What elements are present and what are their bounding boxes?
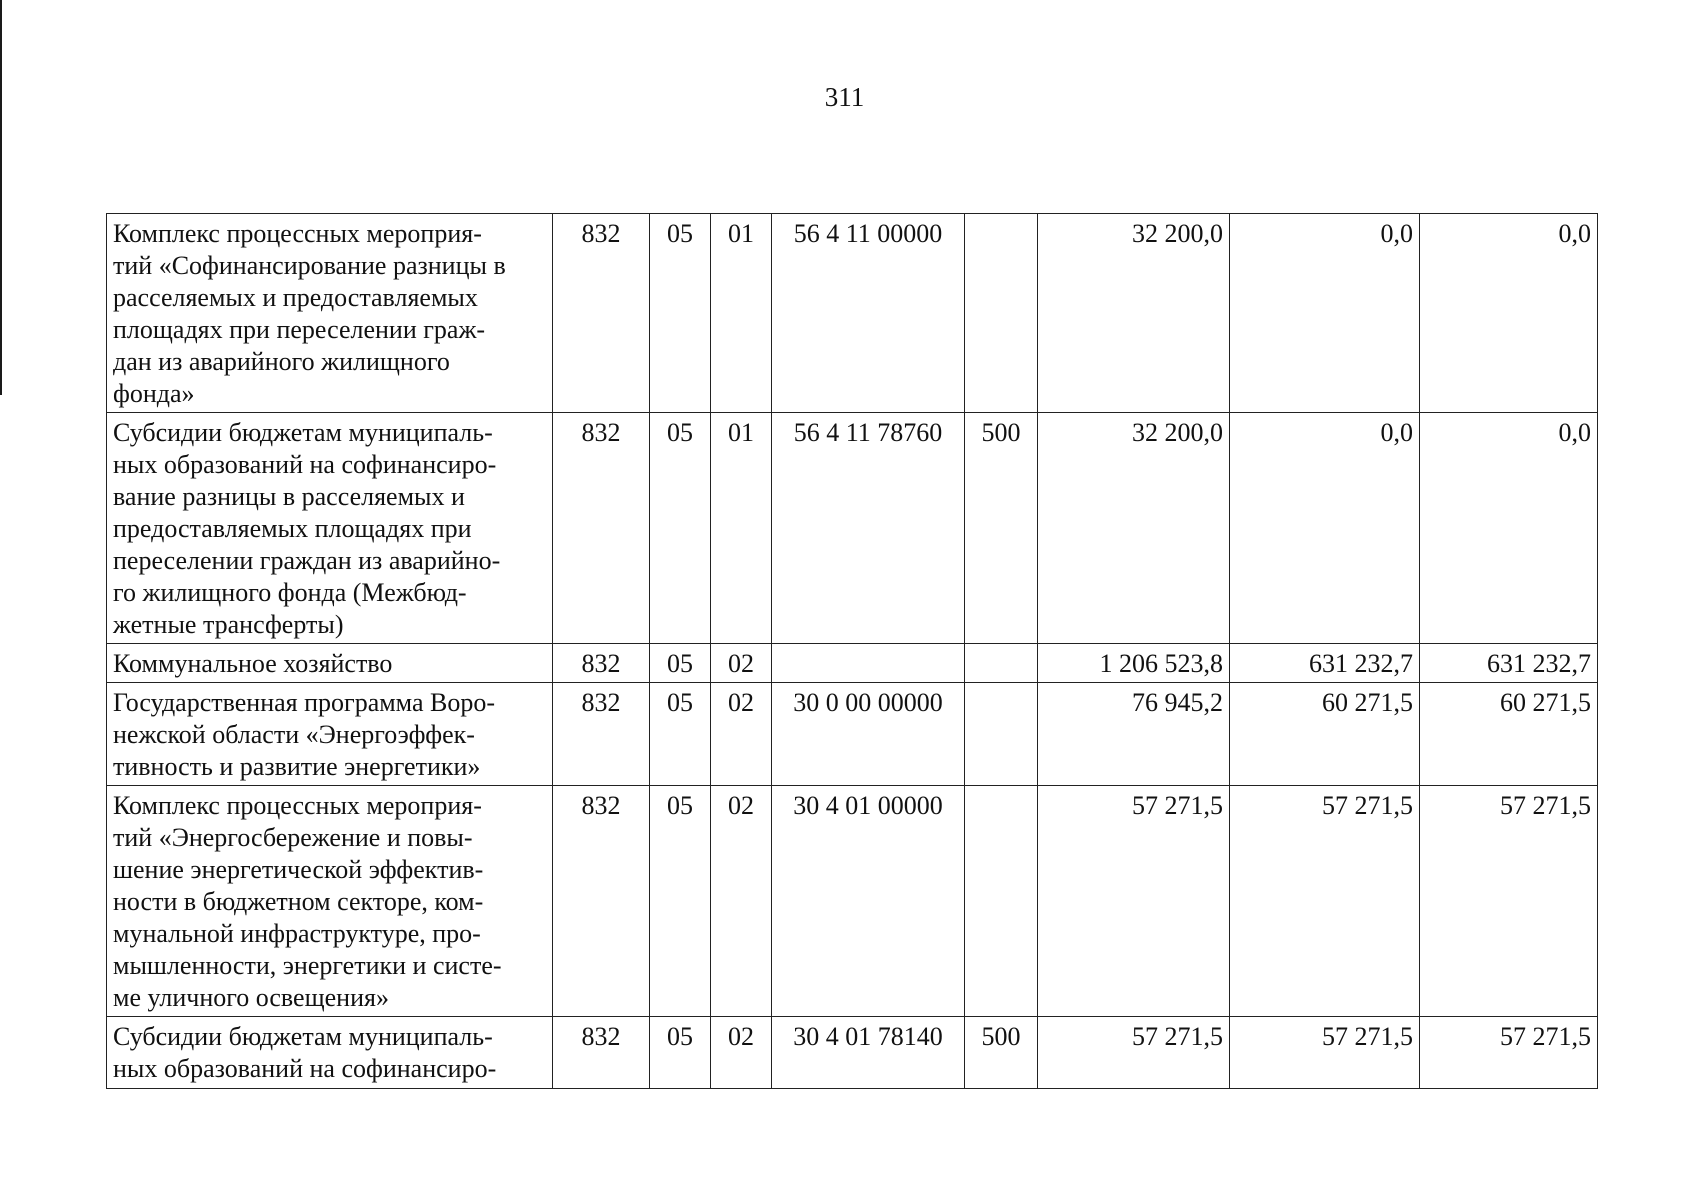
scan-edge-line — [0, 0, 2, 395]
subsection-code: 02 — [711, 683, 772, 786]
row-name: Комплекс процессных мероприя- тий «Софинансирование разницы в расселяемых и предоставляемых площадях при переселении граж- дан из аварийного жилищного фонда» — [107, 214, 553, 413]
section-code: 05 — [650, 644, 711, 683]
table-row — [107, 1017, 1598, 1089]
target-article-code: 30 0 00 00000 — [772, 683, 965, 786]
ved-code: 832 — [553, 413, 650, 644]
row-name: Коммунальное хозяйство — [107, 644, 553, 683]
amount-year-2: 57 271,5 — [1230, 786, 1420, 1017]
expense-type-code — [965, 644, 1038, 683]
subsection-code: 01 — [711, 214, 772, 413]
table-row — [107, 683, 1598, 786]
subsection-code: 02 — [711, 1017, 772, 1089]
amount-year-2: 60 271,5 — [1230, 683, 1420, 786]
amount-year-2: 0,0 — [1230, 214, 1420, 413]
section-code: 05 — [650, 413, 711, 644]
section-code: 05 — [650, 1017, 711, 1089]
amount-year-1: 1 206 523,8 — [1038, 644, 1230, 683]
amount-year-2: 0,0 — [1230, 413, 1420, 644]
table-row — [107, 413, 1598, 644]
amount-year-3: 57 271,5 — [1420, 786, 1598, 1017]
subsection-code: 02 — [711, 786, 772, 1017]
ved-code: 832 — [553, 644, 650, 683]
ved-code: 832 — [553, 683, 650, 786]
row-name: Государственная программа Воро- нежской области «Энергоэффек- тивность и развитие энергетики» — [107, 683, 553, 786]
amount-year-2: 57 271,5 — [1230, 1017, 1420, 1089]
expense-type-code — [965, 214, 1038, 413]
amount-year-1: 32 200,0 — [1038, 214, 1230, 413]
amount-year-1: 57 271,5 — [1038, 1017, 1230, 1089]
expense-type-code: 500 — [965, 1017, 1038, 1089]
expense-type-code — [965, 786, 1038, 1017]
expense-type-code — [965, 683, 1038, 786]
amount-year-3: 60 271,5 — [1420, 683, 1598, 786]
page-number: 311 — [824, 82, 865, 112]
amount-year-3: 0,0 — [1420, 413, 1598, 644]
amount-year-3: 57 271,5 — [1420, 1017, 1598, 1089]
target-article-code: 56 4 11 00000 — [772, 214, 965, 413]
subsection-code: 01 — [711, 413, 772, 644]
table-row — [107, 786, 1598, 1017]
section-code: 05 — [650, 683, 711, 786]
budget-table — [106, 213, 1598, 1089]
table-row — [107, 214, 1598, 413]
table-row — [107, 644, 1598, 683]
target-article-code: 30 4 01 00000 — [772, 786, 965, 1017]
subsection-code: 02 — [711, 644, 772, 683]
amount-year-1: 57 271,5 — [1038, 786, 1230, 1017]
row-name: Субсидии бюджетам муниципаль- ных образований на софинансиро- — [107, 1017, 553, 1089]
amount-year-1: 32 200,0 — [1038, 413, 1230, 644]
row-name: Комплекс процессных мероприя- тий «Энергосбережение и повы- шение энергетической эффектив- ности в бюджетном секторе, ком- мунальной инфраструктуре, про- мышленности, энергетики и систе- ме уличного освещения» — [107, 786, 553, 1017]
section-code: 05 — [650, 786, 711, 1017]
row-name: Субсидии бюджетам муниципаль- ных образований на софинансиро- вание разницы в расселяемых и предоставляемых площадях при переселении граждан из аварийно- го жилищного фонда (Межбюд- жетные трансферты) — [107, 413, 553, 644]
expense-type-code: 500 — [965, 413, 1038, 644]
amount-year-3: 631 232,7 — [1420, 644, 1598, 683]
amount-year-3: 0,0 — [1420, 214, 1598, 413]
ved-code: 832 — [553, 1017, 650, 1089]
section-code: 05 — [650, 214, 711, 413]
amount-year-2: 631 232,7 — [1230, 644, 1420, 683]
ved-code: 832 — [553, 214, 650, 413]
amount-year-1: 76 945,2 — [1038, 683, 1230, 786]
ved-code: 832 — [553, 786, 650, 1017]
target-article-code — [772, 644, 965, 683]
target-article-code: 56 4 11 78760 — [772, 413, 965, 644]
target-article-code: 30 4 01 78140 — [772, 1017, 965, 1089]
